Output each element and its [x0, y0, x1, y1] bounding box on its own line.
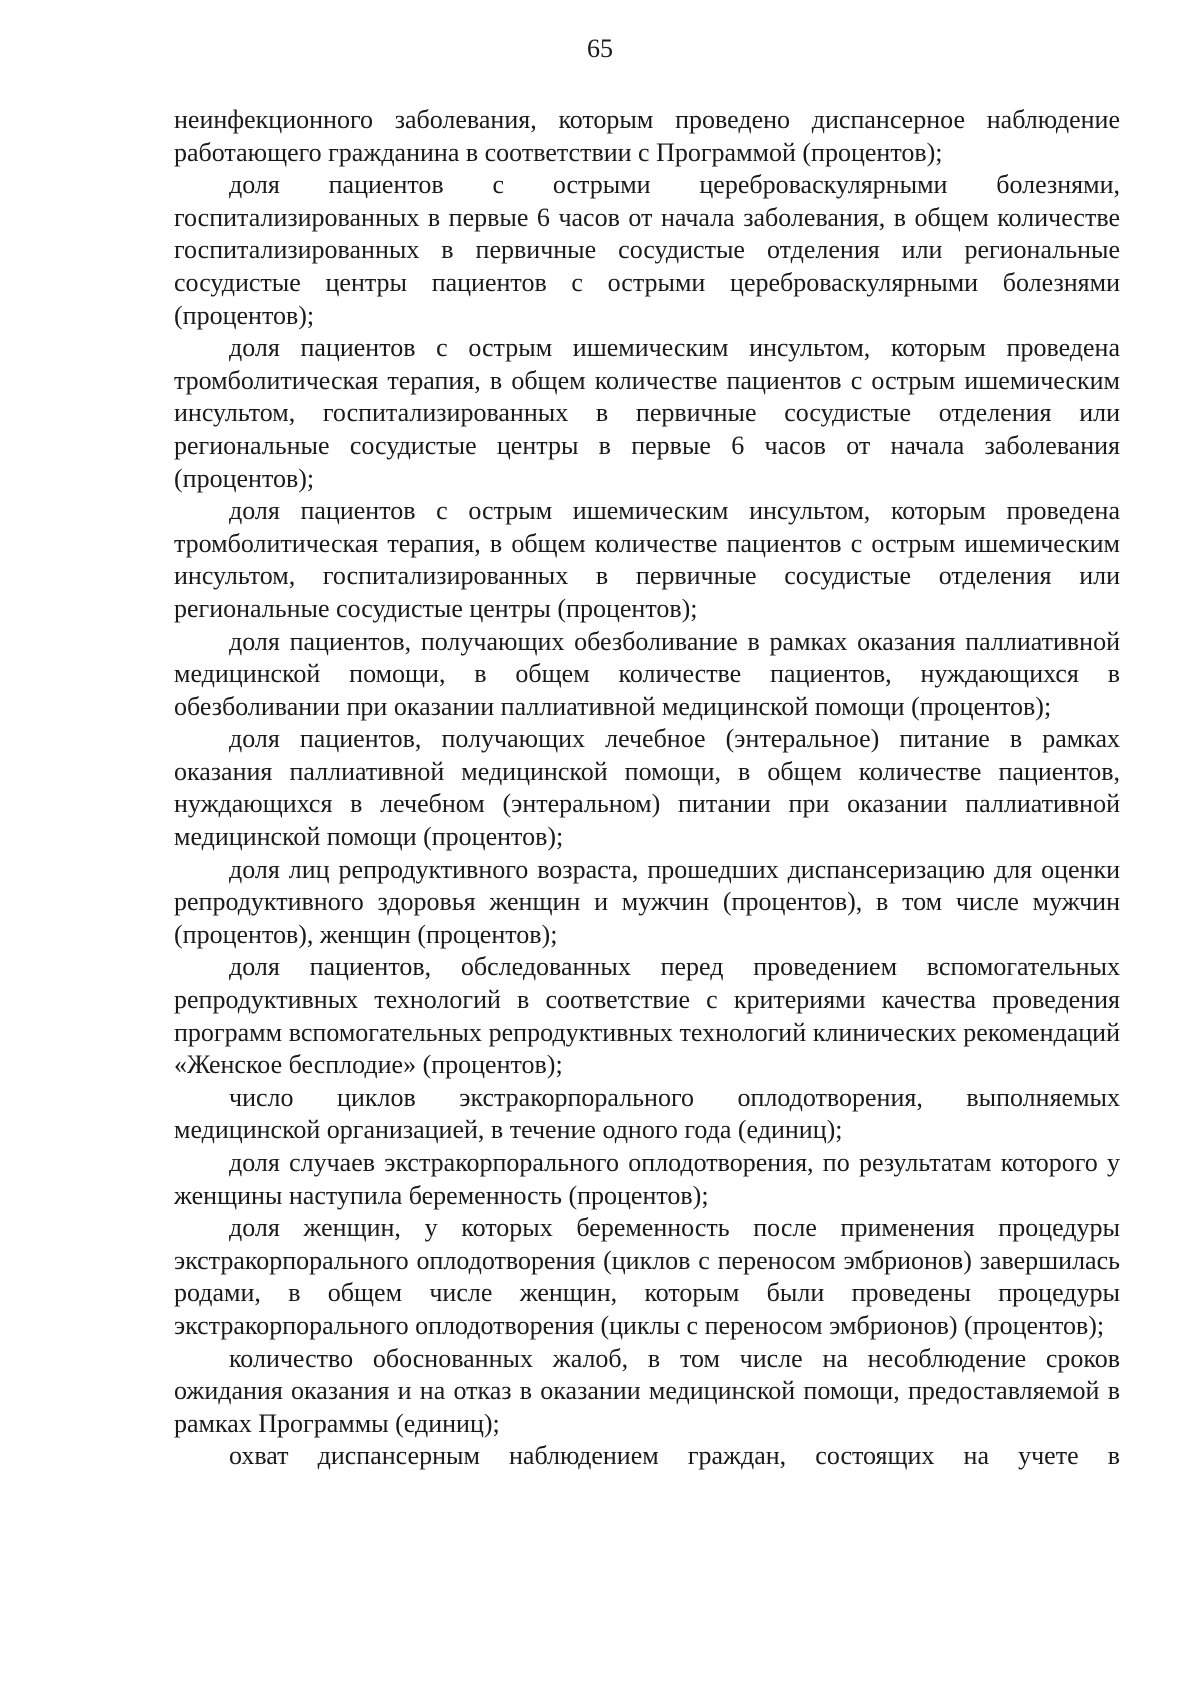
- paragraph: число циклов экстракорпорального оплодотворения, выполняемых медицинской организацией, в течение одного года (единиц);: [174, 1082, 1120, 1145]
- paragraph: доля пациентов, получающих лечебное (энтеральное) питание в рамках оказания паллиативной медицинской помощи, в общем количестве пациентов, нуждающихся в лечебном (энтеральном) питании при оказании паллиативной медицинской помощи (процентов);: [174, 724, 1120, 852]
- paragraph: доля пациентов с острым ишемическим инсультом, которым проведена тромболитическая терапия, в общем количестве пациентов с острым ишемическим инсультом, госпитализированных в первичные сосудистые отделения или региональные сосудистые центры в первые 6 часов от начала заболевания (процентов);: [174, 333, 1120, 493]
- paragraph: доля лиц репродуктивного возраста, прошедших диспансеризацию для оценки репродуктивного здоровья женщин и мужчин (процентов), в том числе мужчин (процентов), женщин (процентов);: [174, 854, 1120, 949]
- paragraph: доля пациентов с острым ишемическим инсультом, которым проведена тромболитическая терапия, в общем количестве пациентов с острым ишемическим инсультом, госпитализированных в первичные сосудистые отделения или региональные сосудистые центры (процентов);: [174, 496, 1120, 623]
- paragraph: охват диспансерным наблюдением граждан, состоящих на учете в: [229, 1441, 1120, 1471]
- paragraph: доля пациентов, обследованных перед проведением вспомогательных репродуктивных технологий в соответствие с критериями качества проведения программ вспомогательных репродуктивных технологий клинических рекомендаций «Женское бесплодие» (процентов);: [174, 952, 1120, 1080]
- paragraph: доля женщин, у которых беременность после применения процедуры экстракорпорального оплодотворения (циклов с переносом эмбрионов) завершилась родами, в общем числе женщин, которым были проведены процедуры экстракорпорального оплодотворения (циклы с переносом эмбрионов) (процентов);: [174, 1213, 1120, 1340]
- paragraph: доля пациентов с острыми цереброваскулярными болезнями, госпитализированных в первые 6 часов от начала заболевания, в общем количестве госпитализированных в первичные сосудистые отделения или региональные сосудистые центры пациентов с острыми цереброваскулярными болезнями (процентов);: [174, 170, 1120, 330]
- paragraph: доля пациентов, получающих обезболивание в рамках оказания паллиативной медицинской помощи, в общем количестве пациентов, нуждающихся в обезболивании при оказании паллиативной медицинской помощи (процентов);: [174, 626, 1120, 721]
- paragraph: количество обоснованных жалоб, в том числе на несоблюдение сроков ожидания оказания и на отказ в оказании медицинской помощи, предоставляемой в рамках Программы (единиц);: [174, 1343, 1120, 1438]
- document-body: [174, 104, 1120, 1473]
- paragraph: неинфекционного заболевания, которым проведено диспансерное наблюдение работающего гражданина в соответствии с Программой (процентов);: [174, 105, 1120, 167]
- paragraph: доля случаев экстракорпорального оплодотворения, по результатам которого у женщины наступила беременность (процентов);: [174, 1148, 1120, 1210]
- page-number: 65: [587, 34, 613, 63]
